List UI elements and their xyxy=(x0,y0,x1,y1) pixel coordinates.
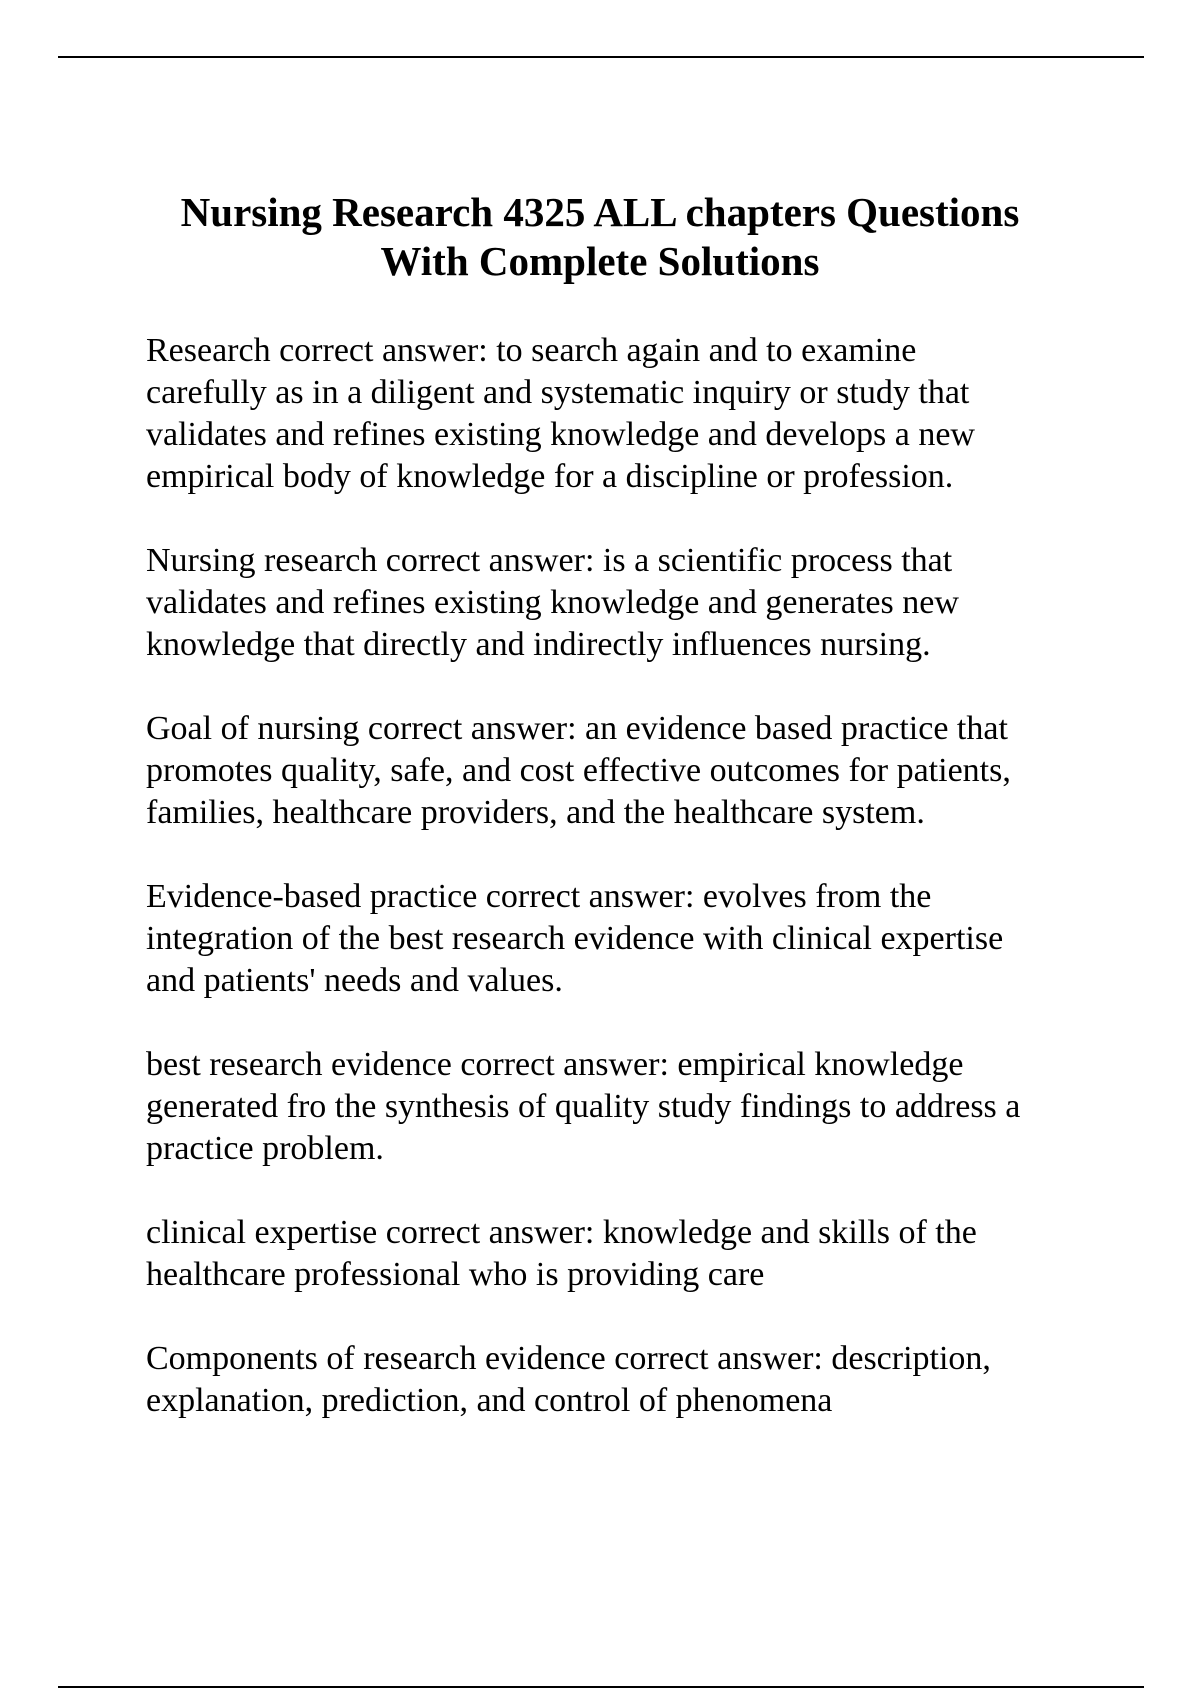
entry-line: Nursing research correct answer: is a scientific process that xyxy=(146,542,953,579)
entry-line: knowledge that directly and indirectly influences nursing. xyxy=(146,626,931,663)
entry-line: best research evidence correct answer: empirical knowledge xyxy=(146,1046,964,1083)
entry-components-of-research-evidence xyxy=(146,1338,1126,1422)
entry-line: families, healthcare providers, and the healthcare system. xyxy=(146,794,925,831)
entry-evidence-based-practice xyxy=(146,876,1126,1002)
entry-clinical-expertise xyxy=(146,1212,1126,1296)
entry-line: and patients' needs and values. xyxy=(146,962,563,999)
entry-nursing-research xyxy=(146,540,1126,666)
document-body xyxy=(146,330,1126,1464)
entry-line: validates and refines existing knowledge and generates new xyxy=(146,584,959,621)
entry-line: Goal of nursing correct answer: an evidence based practice that xyxy=(146,710,1008,747)
top-divider xyxy=(58,56,1144,58)
entry-line: integration of the best research evidence with clinical expertise xyxy=(146,920,1004,957)
entry-goal-of-nursing xyxy=(146,708,1126,834)
entry-line: Evidence-based practice correct answer: evolves from the xyxy=(146,878,932,915)
entry-line: practice problem. xyxy=(146,1130,384,1167)
entry-line: promotes quality, safe, and cost effective outcomes for patients, xyxy=(146,752,1011,789)
entry-line: explanation, prediction, and control of phenomena xyxy=(146,1382,833,1419)
title-line-2: With Complete Solutions xyxy=(380,238,820,284)
entry-best-research-evidence xyxy=(146,1044,1126,1170)
entry-line: validates and refines existing knowledge and develops a new xyxy=(146,416,975,453)
entry-research xyxy=(146,330,1126,498)
page-title xyxy=(60,188,1140,286)
entry-line: carefully as in a diligent and systematic inquiry or study that xyxy=(146,374,970,411)
entry-line: Research correct answer: to search again and to examine xyxy=(146,332,917,369)
entry-line: empirical body of knowledge for a discipline or profession. xyxy=(146,458,954,495)
bottom-divider xyxy=(58,1686,1144,1688)
title-line-1: Nursing Research 4325 ALL chapters Questions xyxy=(180,189,1020,235)
entry-line: generated fro the synthesis of quality study findings to address a xyxy=(146,1088,1021,1125)
entry-line: Components of research evidence correct answer: description, xyxy=(146,1340,991,1377)
entry-line: clinical expertise correct answer: knowledge and skills of the xyxy=(146,1214,977,1251)
entry-line: healthcare professional who is providing care xyxy=(146,1256,765,1293)
